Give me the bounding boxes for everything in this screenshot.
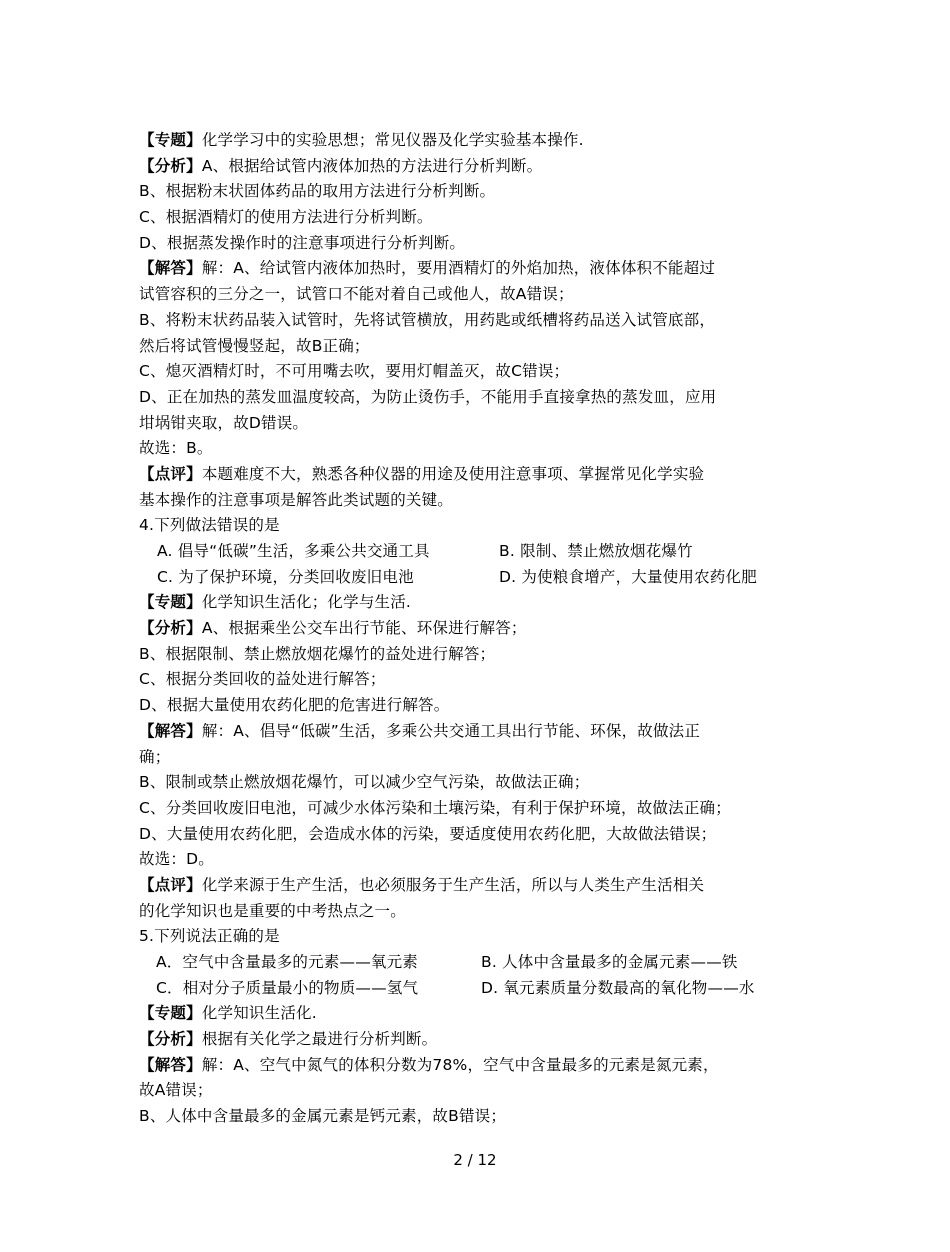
q4-answer-line-1: 确； bbox=[139, 747, 171, 766]
q4-answer-text: 解：A、倡导“低碳”生活，多乘公共交通工具出行节能、环保，故做法正 bbox=[201, 721, 701, 740]
q3-comment-line-1: 基本操作的注意事项是解答此类试题的关键。 bbox=[139, 490, 454, 509]
q4-option-a: A. 倡导“低碳”生活，多乘公共交通工具 bbox=[157, 542, 430, 560]
q4-topic-line bbox=[139, 590, 829, 616]
q3-answer-line-5: D、正在加热的蒸发皿温度较高，为防止烫伤手，不能用手直接拿热的蒸发皿，应用 bbox=[139, 387, 717, 406]
q4-answer-line-2: B、限制或禁止燃放烟花爆竹，可以减少空气污染，故做法正确； bbox=[139, 773, 590, 792]
answer-tag: 【解答】 bbox=[139, 1055, 202, 1074]
q4-answer-line-5: 故选：D。 bbox=[139, 850, 214, 869]
q4-answer-line bbox=[139, 719, 829, 745]
q3-answer-line-2: B、将粉末状药品装入试管时，先将试管横放，用药匙或纸槽将药品送入试管底部， bbox=[139, 310, 716, 329]
q5-option-b: B. 人体中含量最多的金属元素——铁 bbox=[481, 953, 738, 971]
q3-analysis-text: A、根据给试管内液体加热的方法进行分析判断。 bbox=[201, 156, 543, 175]
q3-answer-text: 解：A、给试管内液体加热时，要用酒精灯的外焰加热，液体体积不能超过 bbox=[201, 259, 716, 278]
q3-analysis-line-b: B、根据粉末状固体药品的取用方法进行分析判断。 bbox=[139, 182, 496, 201]
analysis-tag: 【分析】 bbox=[139, 619, 202, 638]
q4-options-row-1 bbox=[139, 539, 829, 565]
q3-answer-line-3: 然后将试管慢慢竖起，故B正确； bbox=[139, 336, 370, 355]
q4-analysis-line-d: D、根据大量使用农药化肥的危害进行解答。 bbox=[139, 696, 450, 715]
q4-option-b: B. 限制、禁止燃放烟花爆竹 bbox=[499, 542, 693, 560]
q5-answer-text: 解：A、空气中氮气的体积分数为78%，空气中含量最多的元素是氮元素， bbox=[201, 1055, 719, 1074]
q3-answer-line bbox=[139, 256, 829, 282]
q5-options-row-2 bbox=[139, 976, 829, 1002]
answer-tag: 【解答】 bbox=[139, 721, 202, 740]
q3-comment-line bbox=[139, 462, 829, 488]
q4-comment-line bbox=[139, 873, 829, 899]
q4-analysis-text: A、根据乘坐公交车出行节能、环保进行解答； bbox=[201, 619, 527, 638]
analysis-tag: 【分析】 bbox=[139, 1030, 202, 1049]
q5-answer-line-1: 故A错误； bbox=[139, 1081, 213, 1100]
q4-option-c: C. 为了保护环境，分类回收废旧电池 bbox=[157, 567, 414, 586]
q5-analysis-text: 根据有关化学之最进行分析判断。 bbox=[201, 1030, 438, 1049]
q4-comment-line-1: 的化学知识也是重要的中考热点之一。 bbox=[139, 901, 406, 920]
q5-option-d: D. 氧元素质量分数最高的氧化物——水 bbox=[481, 978, 755, 997]
q3-answer-line-4: C、熄灭酒精灯时，不可用嘴去吹，要用灯帽盖灭，故C错误； bbox=[139, 362, 570, 381]
topic-tag: 【专题】 bbox=[139, 131, 202, 149]
q3-analysis-line-c: C、根据酒精灯的使用方法进行分析判断。 bbox=[139, 208, 433, 227]
analysis-tag: 【分析】 bbox=[139, 156, 202, 175]
q5-topic-text: 化学知识生活化. bbox=[201, 1004, 317, 1023]
q3-topic-line bbox=[139, 128, 829, 154]
q3-analysis-line-d: D、根据蒸发操作时的注意事项进行分析判断。 bbox=[139, 233, 466, 252]
q4-option-d: D. 为使粮食增产，大量使用农药化肥 bbox=[499, 567, 757, 586]
comment-tag: 【点评】 bbox=[139, 464, 202, 483]
topic-tag: 【专题】 bbox=[139, 593, 202, 612]
q5-question: 5.下列说法正确的是 bbox=[139, 927, 280, 946]
document-page bbox=[139, 128, 829, 1130]
q5-answer-line bbox=[139, 1053, 829, 1079]
q4-comment-text: 化学来源于生产生活，也必须服务于生产生活，所以与人类生产生活相关 bbox=[201, 875, 705, 894]
q4-analysis-line bbox=[139, 616, 829, 642]
q4-topic-text: 化学知识生活化；化学与生活. bbox=[201, 593, 412, 612]
q3-answer-line-7: 故选：B。 bbox=[139, 439, 213, 458]
q5-topic-line bbox=[139, 1001, 829, 1027]
q4-options-row-2 bbox=[139, 565, 829, 591]
page-number: 2 / 12 bbox=[453, 1151, 497, 1169]
q3-answer-line-6: 坩埚钳夹取，故D错误。 bbox=[139, 413, 309, 432]
q3-topic-text: 化学学习中的实验思想；常见仪器及化学实验基本操作. bbox=[201, 131, 584, 149]
q5-option-c: C．相对分子质量最小的物质——氢气 bbox=[156, 978, 419, 997]
comment-tag: 【点评】 bbox=[139, 875, 202, 894]
q5-analysis-line bbox=[139, 1027, 829, 1053]
q3-analysis-line bbox=[139, 154, 829, 180]
q4-analysis-line-c: C、根据分类回收的益处进行解答； bbox=[139, 670, 386, 689]
q5-option-a: A．空气中含量最多的元素——氧元素 bbox=[156, 953, 419, 971]
q5-options-row-1 bbox=[139, 950, 829, 976]
answer-tag: 【解答】 bbox=[139, 259, 202, 278]
q4-question: 4.下列做法错误的是 bbox=[139, 516, 280, 535]
q4-analysis-line-b: B、根据限制、禁止燃放烟花爆竹的益处进行解答； bbox=[139, 644, 496, 663]
q5-answer-line-2: B、人体中含量最多的金属元素是钙元素，故B错误； bbox=[139, 1107, 507, 1126]
q4-answer-line-3: C、分类回收废旧电池，可减少水体污染和土壤污染，有利于保护环境，故做法正确； bbox=[139, 798, 731, 817]
topic-tag: 【专题】 bbox=[139, 1004, 202, 1023]
q3-answer-line-1: 试管容积的三分之一，试管口不能对着自己或他人，故A错误； bbox=[139, 285, 574, 304]
q4-answer-line-4: D、大量使用农药化肥，会造成水体的污染，要适度使用农药化肥，大故做法错误； bbox=[139, 824, 717, 843]
q3-comment-text: 本题难度不大，熟悉各种仪器的用途及使用注意事项、掌握常见化学实验 bbox=[201, 464, 705, 483]
